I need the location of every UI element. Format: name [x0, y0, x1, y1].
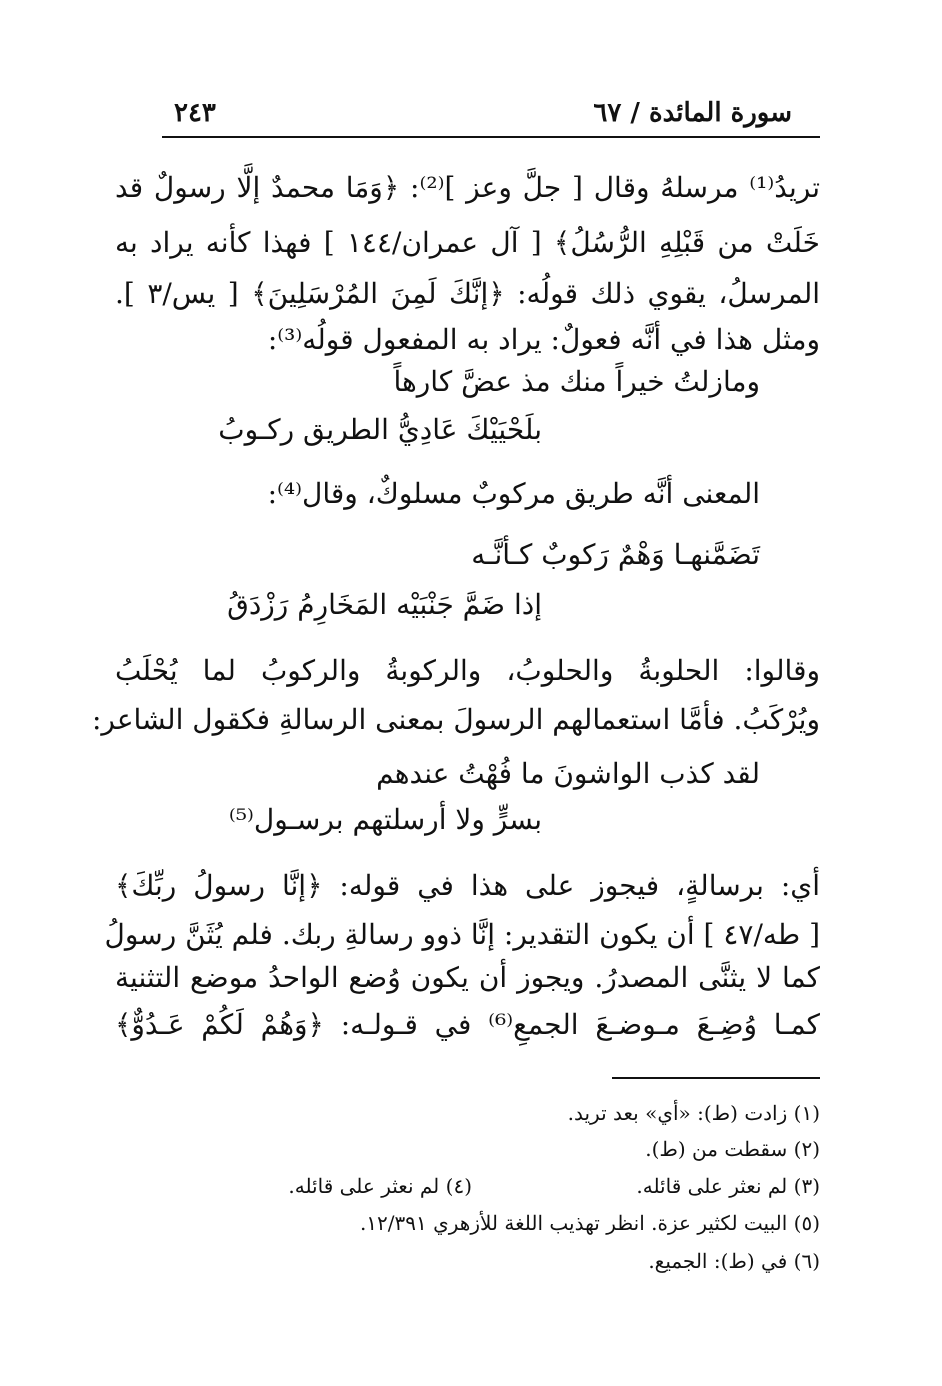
footnote: (٢) سقطت من (ط). — [645, 1137, 820, 1161]
verse-first-hemistich: تَضَمَّنهـا وَهْمٌ رَكوبٌ كـأنَّـه — [471, 538, 760, 571]
footnote-divider — [612, 1077, 820, 1079]
body-line: أي: برسالةٍ، فيجوز على هذا في قوله: ﴿إنَّا رسولُ ربِّكَ﴾ — [115, 869, 820, 902]
body-line: وقالوا: الحلوبةُ والحلوبُ، والركوبةُ والركوبُ لما يُحْلَبُ — [115, 654, 820, 687]
verse-second-hemistich: بسرٍّ ولا أرسلتهم برسـول⁽⁵⁾ — [228, 803, 542, 836]
footnote: (١) زادت (ط): «أي» بعد تريد. — [567, 1101, 820, 1125]
page-number: ٢٤٣ — [174, 98, 216, 128]
body-line: كما لا يثنَّى المصدرُ. ويجوز أن يكون وُضع الواحدُ موضع التثنية — [115, 961, 820, 994]
body-line: المرسلُ، يقوي ذلك قولُه: ﴿إنَّكَ لَمِنَ المُرْسَلِينَ﴾ [ يس/٣ ]. — [115, 277, 821, 310]
body-line: ويُرْكَبُ. فأمَّا استعمالهم الرسولَ بمعنى الرسالةِ فكقول الشاعر: — [91, 703, 820, 736]
body-line: [ طه/٤٧ ] أن يكون التقدير: إنَّا ذوو رسالةِ ربك. فلم يُثَنَّ رسولُ — [104, 918, 820, 951]
footnote: (٦) في (ط): الجميع. — [648, 1249, 820, 1273]
body-line: خَلَتْ من قَبْلِهِ الرُّسُلُ﴾ [ آل عمران/١٤٤ ] فهذا كأنه يراد به — [115, 226, 820, 259]
running-header: سورة المائدة / ٦٧ — [593, 98, 792, 128]
verse-first-hemistich: ومازلتُ خيراً منك مذ عضَّ كارهاً — [393, 365, 760, 398]
header-divider — [162, 136, 820, 138]
verse-first-hemistich: لقد كذب الواشونَ ما فُهْتُ عندهم — [376, 757, 760, 790]
verse-second-hemistich: بلَحْيَيْكَ عَادِيُّ الطريق ركـوبُ — [218, 413, 542, 446]
body-line: ومثل هذا في أنَّه فعولٌ: يراد به المفعول قولُه⁽³⁾: — [267, 323, 820, 356]
body-line: المعنى أنَّه طريق مركوبٌ مسلوكٌ، وقال⁽⁴⁾: — [267, 477, 760, 510]
footnote: (٥) البيت لكثير عزة. انظر تهذيب اللغة للأزهري ١٢/٣٩١. — [359, 1211, 820, 1235]
body-line: تريدُ⁽¹⁾ مرسلهُ وقال [ جلَّ وعز ]⁽²⁾: ﴿وَمَا محمدٌ إلَّا رسولٌ قد — [115, 171, 820, 204]
verse-second-hemistich: إذا ضَمَّ جَنْبَيْه المَخَارِمُ رَزْدَقُ — [227, 588, 542, 621]
footnote: (٣) لم نعثر على قائله. — [636, 1174, 820, 1198]
body-line: كمـا وُضِـعَ مـوضـعَ الجمعِ⁽⁶⁾ في قـولـه: ﴿وَهُمْ لَكُمْ عَـدُوٌّ﴾ — [115, 1008, 820, 1041]
footnote: (٤) لم نعثر على قائله. — [288, 1174, 472, 1198]
